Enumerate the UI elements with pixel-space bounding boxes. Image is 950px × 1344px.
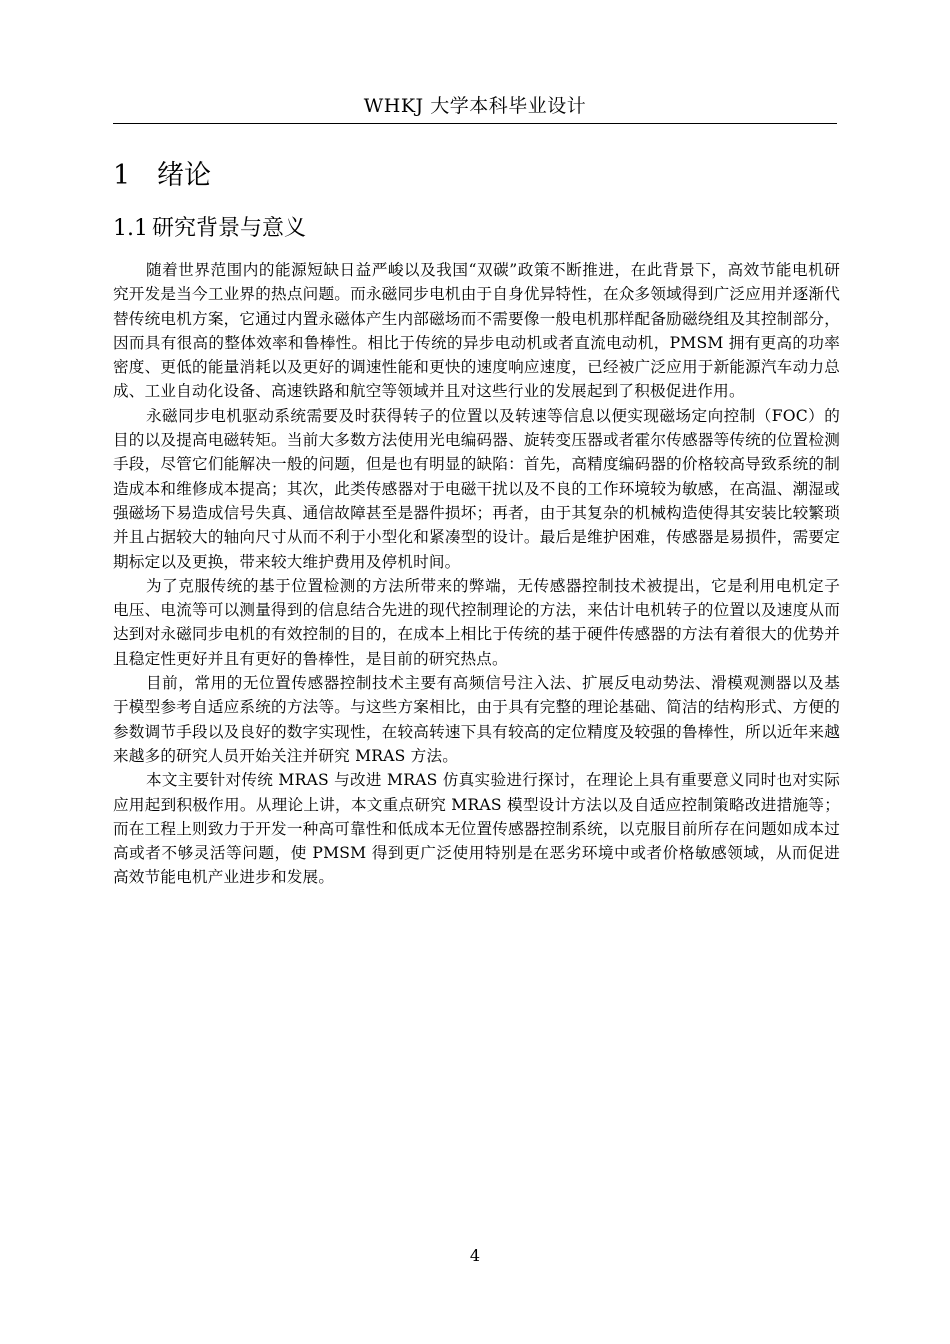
running-header: WHKJ 大学本科毕业设计 (363, 95, 587, 117)
paragraph: 随着世界范围内的能源短缺日益严峻以及我国“双碳”政策不断推进，在此背景下，高效节能电机研究开发是当今工业界的热点问题。而永磁同步电机由于自身优异特性，在众多领域得到广泛应用并逐渐代替传统电机方案，它通过内置永磁体产生内部磁场而不需要像一般电机那样配备励磁绕组及其控制部分，因而具有很高的整体效率和鲁棒性。相比于传统的异步电动机或者直流电动机，PMSM 拥有更高的功率密度、更低的能量消耗以及更好的调速性能和更快的速度响应速度，已经被广泛应用于新能源汽车动力总成、工业自动化设备、高速铁路和航空等领域并且对这些行业的发展起到了积极促进作用。 (113, 261, 840, 401)
chapter-number: 1 (113, 160, 131, 191)
section-title-text: 研究背景与意义 (152, 216, 307, 241)
paragraph: 永磁同步电机驱动系统需要及时获得转子的位置以及转速等信息以便实现磁场定向控制（FOC）的目的以及提高电磁转矩。当前大多数方法使用光电编码器、旋转变压器或者霍尔传感器等传统的位置检测手段，尽管它们能解决一般的问题，但是也有明显的缺陷：首先，高精度编码器的价格较高导致系统的制造成本和维修成本提高；其次，此类传感器对于电磁干扰以及不良的工作环境较为敏感，在高温、潮湿或强磁场下易造成信号失真、通信故障甚至是器件损坏；再者，由于其复杂的机械构造使得其安装比较繁琐并且占据较大的轴向尺寸从而不利于小型化和紧凑型的设计。最后是维护困难，传感器是易损件，需要定期标定以及更换，带来较大维护费用及停机时间。 (113, 406, 840, 571)
body-text (113, 258, 840, 890)
section-heading (113, 213, 306, 245)
section-number: 1.1 (113, 216, 148, 241)
header-divider (113, 123, 837, 124)
paragraph: 本文主要针对传统 MRAS 与改进 MRAS 仿真实验进行探讨，在理论上具有重要意义同时也对实际应用起到积极作用。从理论上讲，本文重点研究 MRAS 模型设计方法以及自适应控制策略改进措施等；而在工程上则致力于开发一种高可靠性和低成本无位置传感器控制系统，以克服目前所存在问题如成本过高或者不够灵活等问题，使 PMSM 得到更广泛使用特别是在恶劣环境中或者价格敏感领域，从而促进高效节能电机产业进步和发展。 (113, 771, 840, 887)
chapter-title-text: 绪论 (157, 160, 211, 191)
paragraph: 为了克服传统的基于位置检测的方法所带来的弊端，无传感器控制技术被提出，它是利用电机定子电压、电流等可以测量得到的信息结合先进的现代控制理论的方法，来估计电机转子的位置以及速度从而达到对永磁同步电机的有效控制的目的，在成本上相比于传统的基于硬件传感器的方法有着很大的优势并且稳定性更好并且有更好的鲁棒性，是目前的研究热点。 (113, 576, 840, 668)
paragraph: 目前，常用的无位置传感器控制技术主要有高频信号注入法、扩展反电动势法、滑模观测器以及基于模型参考自适应系统的方法等。与这些方案相比，由于具有完整的理论基础、简洁的结构形式、方便的参数调节手段以及良好的数字实现性，在较高转速下具有较高的定位精度及较强的鲁棒性，所以近年来越来越多的研究人员开始关注并研究 MRAS 方法。 (113, 674, 840, 765)
chapter-heading (113, 158, 211, 194)
page-number: 4 (469, 1246, 481, 1265)
